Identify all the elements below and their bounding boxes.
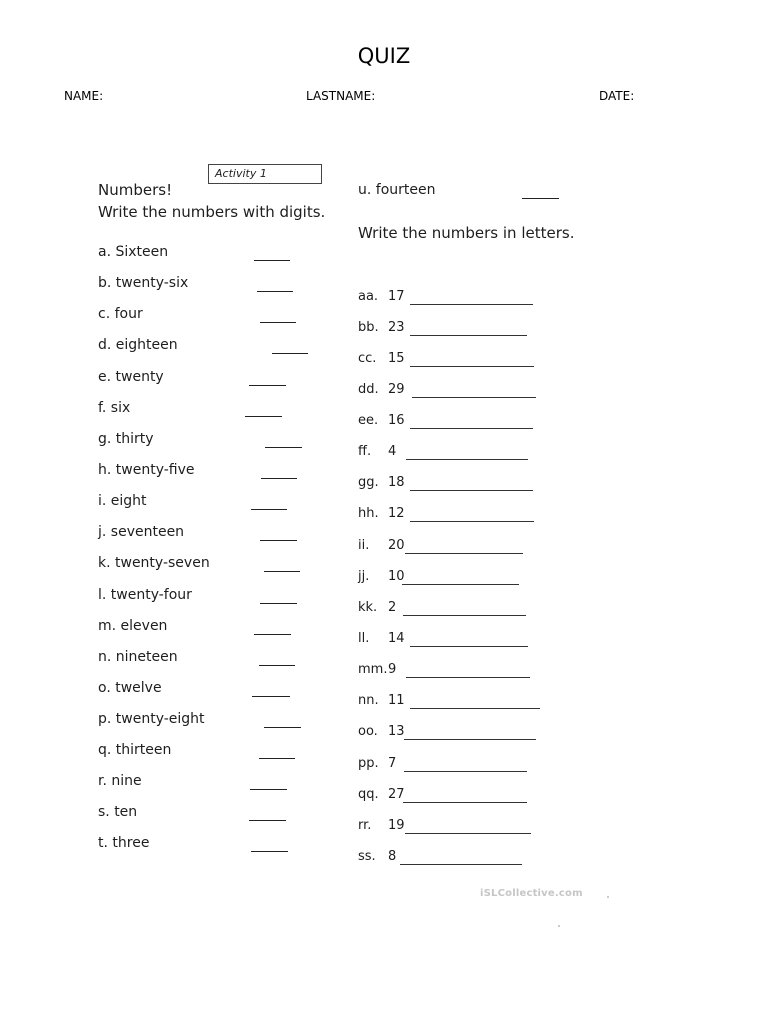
digits-item-label: e. twenty [98, 369, 164, 385]
letters-item-label: ss. [358, 849, 376, 864]
answer-line [406, 677, 530, 678]
letters-item-number: 10 [388, 569, 405, 584]
answer-line [410, 708, 540, 709]
answer-line [410, 428, 533, 429]
digits-item [98, 835, 149, 855]
letters-item-label: kk. [358, 600, 378, 615]
digits-item [98, 524, 184, 544]
digits-item-label: m. eleven [98, 618, 168, 634]
answer-line [403, 802, 527, 803]
digits-item [98, 369, 164, 389]
letters-item-label: bb. [358, 320, 379, 335]
answer-line [400, 864, 522, 865]
letters-item-number: 2 [388, 600, 397, 615]
answer-line [410, 490, 533, 491]
letters-item-label: jj. [358, 569, 370, 584]
letters-item-number: 14 [388, 631, 405, 646]
digits-item-label: n. nineteen [98, 649, 178, 665]
worksheet-heading: Numbers! [98, 181, 173, 199]
letters-item-number: 29 [388, 382, 405, 397]
answer-blank [257, 291, 293, 292]
digits-item [98, 804, 137, 824]
answer-line [402, 584, 519, 585]
instruction-letters: Write the numbers in letters. [358, 224, 575, 242]
instruction-digits: Write the numbers with digits. [98, 203, 326, 221]
letters-item [358, 289, 405, 309]
digits-item [98, 742, 171, 762]
letters-item [358, 756, 397, 776]
answer-blank [254, 634, 291, 635]
digits-item [358, 182, 436, 202]
letters-item [358, 538, 405, 558]
letters-item-label: pp. [358, 756, 379, 771]
digits-item-label: k. twenty-seven [98, 555, 210, 571]
date-label: DATE: [599, 89, 635, 103]
letters-item-number: 17 [388, 289, 405, 304]
letters-item-label: gg. [358, 475, 379, 490]
letters-item-label: qq. [358, 787, 379, 802]
digits-item-label: j. seventeen [98, 524, 185, 540]
digits-item [98, 493, 147, 513]
answer-blank [265, 447, 302, 448]
letters-item [358, 600, 397, 620]
answer-blank [259, 758, 295, 759]
letters-item-number: 20 [388, 538, 405, 553]
digits-item-label: g. thirty [98, 431, 154, 447]
letters-item-label: nn. [358, 693, 379, 708]
letters-item [358, 569, 405, 589]
answer-blank [249, 385, 286, 386]
answer-blank [252, 696, 290, 697]
letters-item-label: ll. [358, 631, 370, 646]
digits-item [98, 400, 130, 420]
digits-item-label: l. twenty-four [98, 587, 192, 603]
letters-item-label: hh. [358, 506, 379, 521]
digits-item [98, 649, 178, 669]
answer-blank [254, 260, 290, 261]
answer-blank [260, 603, 297, 604]
answer-blank [272, 353, 308, 354]
digits-item [98, 587, 192, 607]
digits-item-label: t. three [98, 835, 150, 851]
lastname-label: LASTNAME: [306, 89, 376, 103]
digits-item [98, 462, 195, 482]
letters-item-number: 15 [388, 351, 405, 366]
letters-item-label: rr. [358, 818, 372, 833]
answer-line [410, 335, 527, 336]
digits-item-label: p. twenty-eight [98, 711, 205, 727]
letters-item [358, 506, 405, 526]
letters-item [358, 787, 405, 807]
answer-blank [259, 665, 295, 666]
answer-line [404, 739, 536, 740]
digits-item [98, 244, 168, 264]
letters-item [358, 382, 405, 402]
digits-item [98, 773, 142, 793]
letters-item [358, 413, 405, 433]
answer-blank [249, 820, 286, 821]
answer-line [410, 304, 533, 305]
activity-label: Activity 1 [208, 164, 322, 184]
letters-item [358, 693, 405, 713]
letters-item-number: 9 [388, 662, 397, 677]
page-title: QUIZ [357, 44, 411, 68]
letters-item [358, 724, 405, 744]
digits-item [98, 431, 154, 451]
digits-item-label: h. twenty-five [98, 462, 195, 478]
answer-blank [264, 727, 301, 728]
digits-item-label: a. Sixteen [98, 244, 169, 260]
digits-item [98, 337, 178, 357]
letters-item [358, 849, 397, 869]
letters-item [358, 444, 397, 464]
answer-line [410, 366, 534, 367]
letters-item-number: 18 [388, 475, 405, 490]
watermark: iSLCollective.com [480, 888, 583, 899]
digits-item-label: c. four [98, 306, 143, 322]
digits-item [98, 711, 205, 731]
answer-blank [251, 509, 287, 510]
letters-item-label: dd. [358, 382, 379, 397]
answer-line [405, 833, 531, 834]
answer-line [406, 459, 528, 460]
answer-blank [260, 322, 296, 323]
letters-item-label: aa. [358, 289, 379, 304]
answer-line [410, 646, 528, 647]
digits-item-label: b. twenty-six [98, 275, 189, 291]
answer-line [405, 553, 523, 554]
letters-item-number: 16 [388, 413, 405, 428]
letters-item-label: ii. [358, 538, 370, 553]
letters-item [358, 818, 405, 838]
digits-item-label: i. eight [98, 493, 147, 509]
answer-blank [260, 540, 297, 541]
answer-line [412, 397, 536, 398]
answer-blank [245, 416, 282, 417]
answer-blank [522, 198, 559, 199]
letters-item-label: oo. [358, 724, 378, 739]
name-label: NAME: [64, 89, 104, 103]
digits-item-label: r. nine [98, 773, 142, 789]
answer-line [410, 521, 534, 522]
letters-item-label: cc. [358, 351, 377, 366]
letters-item [358, 351, 405, 371]
letters-item-number: 13 [388, 724, 405, 739]
letters-item [358, 475, 405, 495]
answer-line [404, 771, 527, 772]
letters-item-number: 7 [388, 756, 397, 771]
digits-item [98, 555, 210, 575]
digits-item [98, 618, 167, 638]
answer-blank [264, 571, 300, 572]
answer-line [403, 615, 526, 616]
letters-item-number: 12 [388, 506, 405, 521]
letters-item [358, 320, 405, 340]
answer-blank [261, 478, 297, 479]
scan-speck [558, 925, 560, 927]
digits-item-label: s. ten [98, 804, 138, 820]
letters-item-number: 4 [388, 444, 397, 459]
letters-item-number: 27 [388, 787, 405, 802]
digits-item-label: f. six [98, 400, 131, 416]
letters-item [358, 631, 405, 651]
digits-item [98, 275, 188, 295]
digits-item [98, 680, 162, 700]
scan-speck [607, 896, 609, 898]
letters-item [358, 662, 397, 682]
letters-item-number: 23 [388, 320, 405, 335]
letters-item-label: ff. [358, 444, 372, 459]
digits-item-label: o. twelve [98, 680, 162, 696]
digits-item-label: q. thirteen [98, 742, 172, 758]
letters-item-number: 19 [388, 818, 405, 833]
answer-blank [251, 851, 288, 852]
letters-item-number: 8 [388, 849, 397, 864]
letters-item-label: mm. [358, 662, 388, 677]
letters-item-number: 11 [388, 693, 405, 708]
letters-item-label: ee. [358, 413, 379, 428]
answer-blank [250, 789, 287, 790]
digits-item-label: d. eighteen [98, 337, 178, 353]
digits-item-label: u. fourteen [358, 182, 436, 198]
digits-item [98, 306, 143, 326]
